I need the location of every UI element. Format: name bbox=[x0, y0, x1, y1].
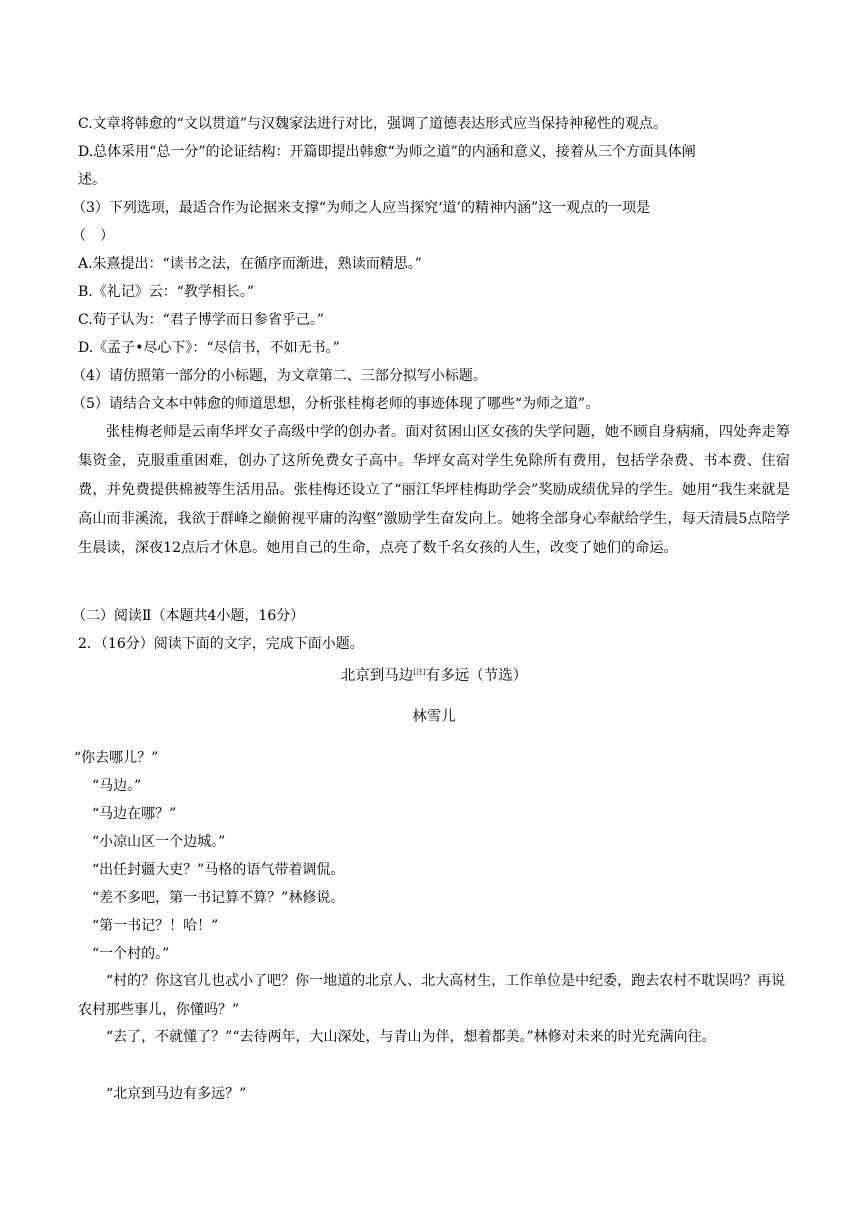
q3-stem: （3）下列选项，最适合作为论据来支撑“为师之人应当探究‘道’的精神内涵”这一观点的一项是 bbox=[72, 200, 651, 216]
q1-option-c: C.文章将韩愈的“文以贯道”与汉魏家法进行对比，强调了道德表达形式应当保持神秘性的观点。 bbox=[78, 116, 667, 132]
q3-option-b: B.《礼记》云：“教学相长。” bbox=[78, 284, 255, 300]
dialogue-line-5: “出任封疆大吏？”马格的语气带着调侃。 bbox=[92, 862, 345, 878]
q5-stem: （5）请结合文本中韩愈的师道思想，分析张桂梅老师的事迹体现了哪些“为师之道”。 bbox=[72, 396, 600, 412]
article-title bbox=[0, 662, 868, 686]
dialogue-line-6: “差不多吧，第一书记算不算？”林修说。 bbox=[92, 890, 345, 906]
dialogue-line-7: “第一书记？！哈！” bbox=[92, 918, 219, 934]
dialogue-paragraph-1: “村的？你这官儿也忒小了吧？你一地道的北京人、北大高材生，工作单位是中纪委，跑去农村不耽误吗？再说农村那些事儿，你懂吗？” bbox=[78, 973, 786, 1018]
q3-answer-blank: （ ） bbox=[72, 228, 114, 244]
dialogue-line-1: “你去哪儿？” bbox=[74, 750, 159, 766]
zhang-guimei-material: 张桂梅老师是云南华坪女子高级中学的创办者。面对贫困山区女孩的失学问题，她不顾自身病痛，四处奔走筹集资金，克服重重困难，创办了这所免费女子高中。华坪女高对学生免除所有费用，包括学杂费、书本费、住宿费，并免费提供棉被等生活用品。张桂梅还设立了“丽江华坪桂梅助学会”奖励成绩优异的学生。她用“我生来就是高山而非溪流，我欲于群峰之巅俯视平庸的沟壑”激励学生奋发向上。她将全部身心奉献给学生，每天清晨5点陪学生晨读，深夜12点后才休息。她用自己的生命，点亮了数千名女孩的人生，改变了她们的命运。 bbox=[78, 424, 790, 556]
article-title-rest: 有多远（节选） bbox=[425, 668, 528, 684]
dialogue-line-4: “小凉山区一个边城。” bbox=[92, 834, 226, 850]
article-title-main: 北京到马边 bbox=[340, 668, 414, 684]
dialogue-paragraph-2: “去了，不就懂了？”“去待两年，大山深处，与青山为伴，想着都美。”林修对未来的时光充满向往。 bbox=[106, 1029, 716, 1045]
question-2-stem: 2．（16分）阅读下面的文字，完成下面小题。 bbox=[78, 636, 364, 652]
dialogue-line-9: “北京到马边有多远？” bbox=[106, 1086, 247, 1102]
dialogue-line-3: “马边在哪？” bbox=[92, 806, 177, 822]
article-author: 林雪儿 bbox=[412, 709, 456, 725]
q3-option-a: A.朱熹提出：“读书之法，在循序而渐进，熟读而精思。” bbox=[78, 256, 422, 272]
q3-option-c: C.荀子认为：“君子博学而日参省乎己。” bbox=[78, 312, 324, 328]
q4-stem: （4）请仿照第一部分的小标题，为文章第二、三部分拟写小标题。 bbox=[72, 368, 487, 384]
title-footnote-marker: [注] bbox=[413, 668, 426, 676]
dialogue-line-2: “马边。” bbox=[92, 778, 142, 794]
q1-option-d-line2: 述。 bbox=[78, 172, 106, 188]
section-heading: （二）阅读Ⅱ（本题共4小题，16分） bbox=[72, 608, 305, 624]
q3-option-d: D.《孟子•尽心下》：“尽信书，不如无书。” bbox=[78, 340, 340, 356]
dialogue-line-8: “一个村的。” bbox=[92, 946, 170, 962]
q1-option-d-line1: D.总体采用“总一分”的论证结构：开篇即提出韩愈“为师之道”的内涵和意义，接着从三个方面具体阐 bbox=[78, 144, 696, 160]
